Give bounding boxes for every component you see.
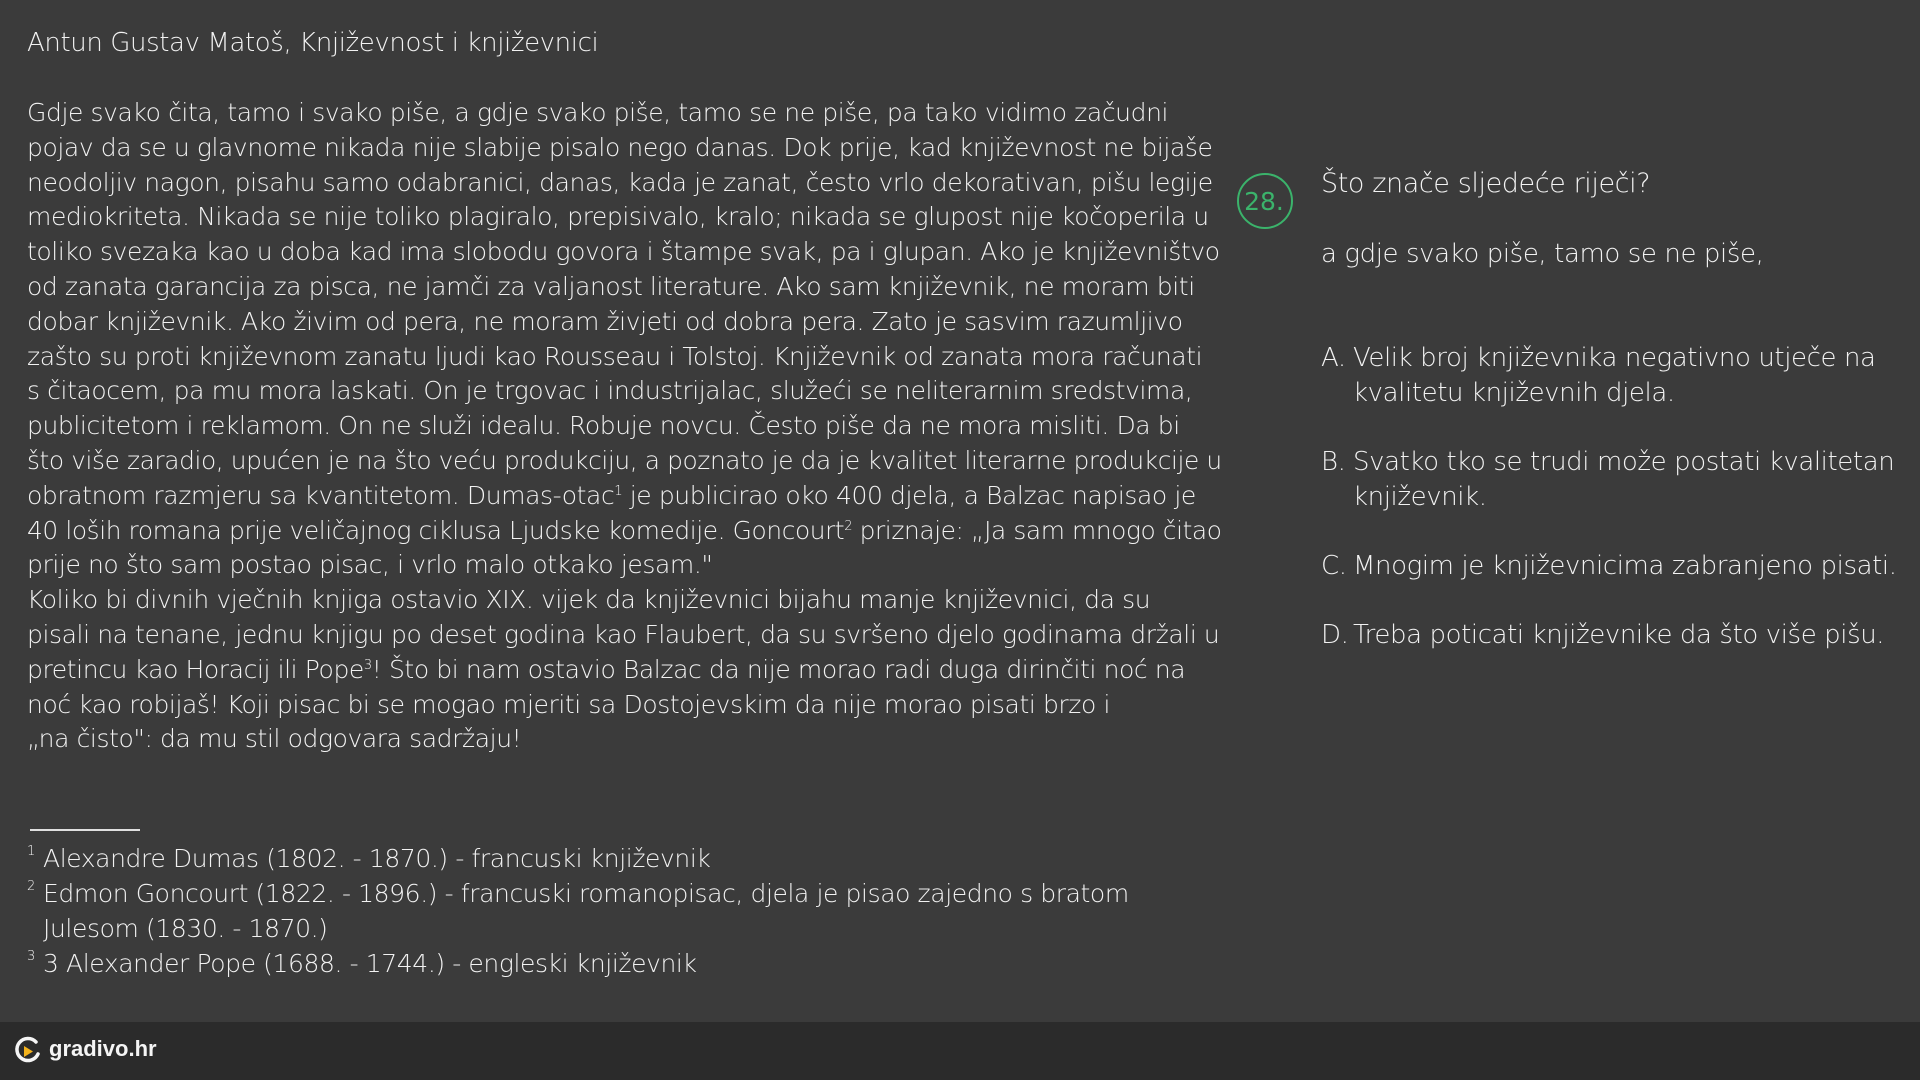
passage-line: pisali na tenane, jednu knjigu po deset godina kao Flaubert, da su svršeno djelo godinama držali u <box>27 619 1220 649</box>
footnote-1 <box>27 841 1177 876</box>
question-number: 28. <box>1244 187 1284 216</box>
footnote-mark: 2 <box>27 879 35 894</box>
passage-line: zašto su proti književnom zanatu ljudi kao Rousseau i Tolstoj. Književnik od zanata mora računati <box>27 341 1203 371</box>
option-text: Velik broj književnika negativno utječe na kvalitetu književnih djela. <box>1353 343 1876 408</box>
passage-line: noć kao robijaš! Koji pisac bi se mogao mjeriti sa Dostojevskim da nije morao pisati brzo i <box>27 689 1111 719</box>
question-quote: a gdje svako piše, tamo se ne piše, <box>1321 239 1764 269</box>
option-letter: D. <box>1321 620 1349 650</box>
footnote-text: Edmon Goncourt (1822. - 1896.) - francuski romanopisac, djela je pisao zajedno s bratom <box>43 879 1129 908</box>
question-title: Što znače sljedeće riječi? <box>1321 168 1651 199</box>
passage-line <box>27 514 1222 549</box>
passage-line: „na čisto": da mu stil odgovara sadržaju! <box>27 724 522 754</box>
footnotes <box>27 841 1177 981</box>
passage-line: s čitaocem, pa mu mora laskati. On je trgovac i industrijalac, služeći se neliterarnim sredstvima, <box>27 376 1193 406</box>
option-text: Treba poticati književnike da što više pišu. <box>1353 620 1885 650</box>
footer-bar <box>0 1022 1920 1080</box>
passage-line: neodoljiv nagon, pisahu samo odabranici, danas, kada je zanat, često vrlo dekorativan, pišu legije <box>27 167 1213 197</box>
passage-text-segment: obratnom razmjeru sa kvantitetom. Dumas-otac <box>27 480 615 510</box>
passage-text-segment: je publicirao oko 400 djela, a Balzac napisao je <box>622 480 1196 510</box>
option-letter: C. <box>1321 551 1347 581</box>
footnote-ref-2: 2 <box>844 518 853 534</box>
passage-line: Gdje svako čita, tamo i svako piše, a gdje svako piše, tamo se ne piše, pa tako vidimo začudni <box>27 98 1169 127</box>
option-letter: A. <box>1321 343 1346 373</box>
passage-text <box>27 96 1222 757</box>
passage-line: dobar književnik. Ako živim od pera, ne moram živjeti od dobra pera. Zato je sasvim razumljivo <box>27 306 1183 336</box>
answer-option-b[interactable] <box>1321 445 1901 515</box>
footnote-text: 3 Alexander Pope (1688. - 1744.) - engleski književnik <box>43 949 697 978</box>
footnote-2-continued <box>27 911 1177 946</box>
option-text: Svatko tko se trudi može postati kvalitetan književnik. <box>1353 447 1895 512</box>
passage-line: publicitetom i reklamom. On ne služi idealu. Robuje novcu. Često piše da ne mora misliti. Da bi <box>27 411 1180 441</box>
question-number-badge <box>1236 172 1294 230</box>
passage-line: mediokriteta. Nikada se nije toliko plagiralo, prepisivalo, kralo; nikada se glupost nije kočoperila u <box>27 202 1209 232</box>
passage-text-segment: priznaje: „Ja sam mnogo čitao <box>852 515 1222 545</box>
option-letter: B. <box>1321 447 1346 477</box>
answer-option-a[interactable] <box>1321 341 1901 411</box>
footnote-ref-3: 3 <box>363 657 372 673</box>
passage-line: pojav da se u glavnome nikada nije slabije pisalo nego danas. Dok prije, kad književnost ne bijaše <box>27 132 1213 162</box>
passage-line: Koliko bi divnih vječnih knjiga ostavio XIX. vijek da književnici bijahu manje književnici, da su <box>27 585 1151 615</box>
passage-text-segment: 40 loših romana prije veličajnog ciklusa Ljudske komedije. Goncourt <box>27 515 845 545</box>
footnote-mark: 3 <box>27 949 35 964</box>
footnote-2 <box>27 876 1177 911</box>
passage-line: što više zaradio, upućen je na što veću produkciju, a poznato je da je kvalitet literarne produkcije u <box>27 445 1222 475</box>
answer-option-c[interactable] <box>1321 549 1901 584</box>
footnote-ref-1: 1 <box>614 483 623 499</box>
footnote-divider <box>30 829 140 831</box>
passage-line <box>27 479 1222 514</box>
footnote-mark: 1 <box>27 844 35 859</box>
passage-line: od zanata garancija za pisca, ne jamči za valjanost literature. Ako sam književnik, ne moram biti <box>27 271 1195 301</box>
passage-text-segment: pretincu kao Horacij ili Pope <box>27 654 364 684</box>
passage-line: prije no što sam postao pisac, i vrlo malo otkako jesam." <box>27 550 713 580</box>
question-number-circle-icon <box>1236 172 1294 230</box>
passage-line <box>27 653 1222 688</box>
footer-brand-link[interactable]: gradivo.hr <box>49 1036 157 1061</box>
passage-text-segment: ! Što bi nam ostavio Balzac da nije morao radi duga dirinčiti noć na <box>371 654 1186 684</box>
footnote-text: Julesom (1830. - 1870.) <box>43 914 328 943</box>
page-title: Antun Gustav Matoš, Književnost i književnici <box>27 28 599 58</box>
footnote-text: Alexandre Dumas (1802. - 1870.) - francuski književnik <box>43 844 711 873</box>
footnote-3 <box>27 946 1177 981</box>
answer-option-d[interactable] <box>1321 618 1901 653</box>
gradivo-play-logo-icon[interactable] <box>12 1036 42 1066</box>
option-text: Mnogim je književnicima zabranjeno pisati. <box>1353 551 1897 581</box>
passage-line: toliko svezaka kao u doba kad ima slobodu govora i štampe svak, pa i glupan. Ako je književništvo <box>27 237 1220 267</box>
